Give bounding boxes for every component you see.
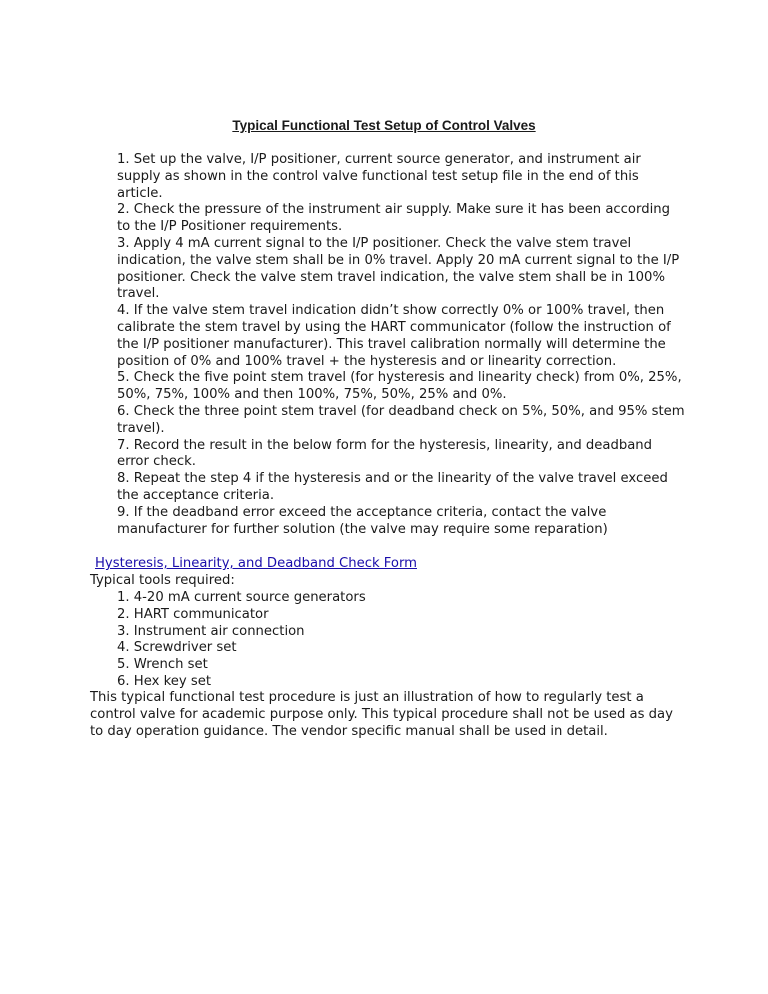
tool-item: 2. HART communicator [117, 606, 269, 622]
procedure-step: 2. Check the pressure of the instrument air supply. Make sure it has been according to the I/P Positioner requirements. [117, 202, 670, 235]
tool-item: 3. Instrument air connection [117, 623, 305, 639]
procedure-step: 9. If the deadband error exceed the acceptance criteria, contact the valve manufacturer for further solution (the valve may require some reparation) [117, 504, 608, 537]
procedure-step: 5. Check the five point stem travel (for hysteresis and linearity check) from 0%, 25%, 50%, 75%, 100% and then 100%, 75%, 50%, 25% and 0%. [117, 370, 682, 403]
procedure-step: 3. Apply 4 mA current signal to the I/P positioner. Check the valve stem travel indication, the valve stem shall be in 0% travel. Apply 20 mA current signal to the I/P positioner. Check the valve stem travel indication, the valve stem shall be in 100% travel. [117, 235, 680, 302]
procedure-steps-list [117, 152, 687, 538]
tools-heading: Typical tools required: [90, 573, 235, 588]
procedure-step: 7. Record the result in the below form for the hysteresis, linearity, and deadband error check. [117, 437, 653, 470]
check-form-link[interactable]: Hysteresis, Linearity, and Deadband Check Form [95, 556, 417, 571]
procedure-step: 6. Check the three point stem travel (for deadband check on 5%, 50%, and 95% stem travel). [117, 403, 685, 436]
document-title: Typical Functional Test Setup of Control Valves [232, 118, 536, 133]
tool-item: 6. Hex key set [117, 673, 211, 689]
tool-item: 4. Screwdriver set [117, 640, 237, 656]
tool-item: 1. 4-20 mA current source generators [117, 590, 366, 605]
closing-paragraph: This typical functional test procedure is just an illustration of how to regularly test a control valve for academic purpose only. This typical procedure shall not be used as day to day operation guidance. The vendor specific manual shall be used in detail. [90, 690, 673, 739]
procedure-step: 1. Set up the valve, I/P positioner, current source generator, and instrument air supply as shown in the control valve functional test setup file in the end of this article. [117, 152, 641, 201]
tools-list [117, 590, 366, 691]
procedure-step: 4. If the valve stem travel indication didn’t show correctly 0% or 100% travel, then calibrate the stem travel by using the HART communicator (follow the instruction of the I/P positioner manufacturer). This travel calibration normally will determine the position of 0% and 100% travel + the hysteresis and or linearity correction. [117, 303, 671, 369]
procedure-step: 8. Repeat the step 4 if the hysteresis and or the linearity of the valve travel exceed the acceptance criteria. [117, 471, 668, 503]
tool-item: 5. Wrench set [117, 657, 208, 673]
